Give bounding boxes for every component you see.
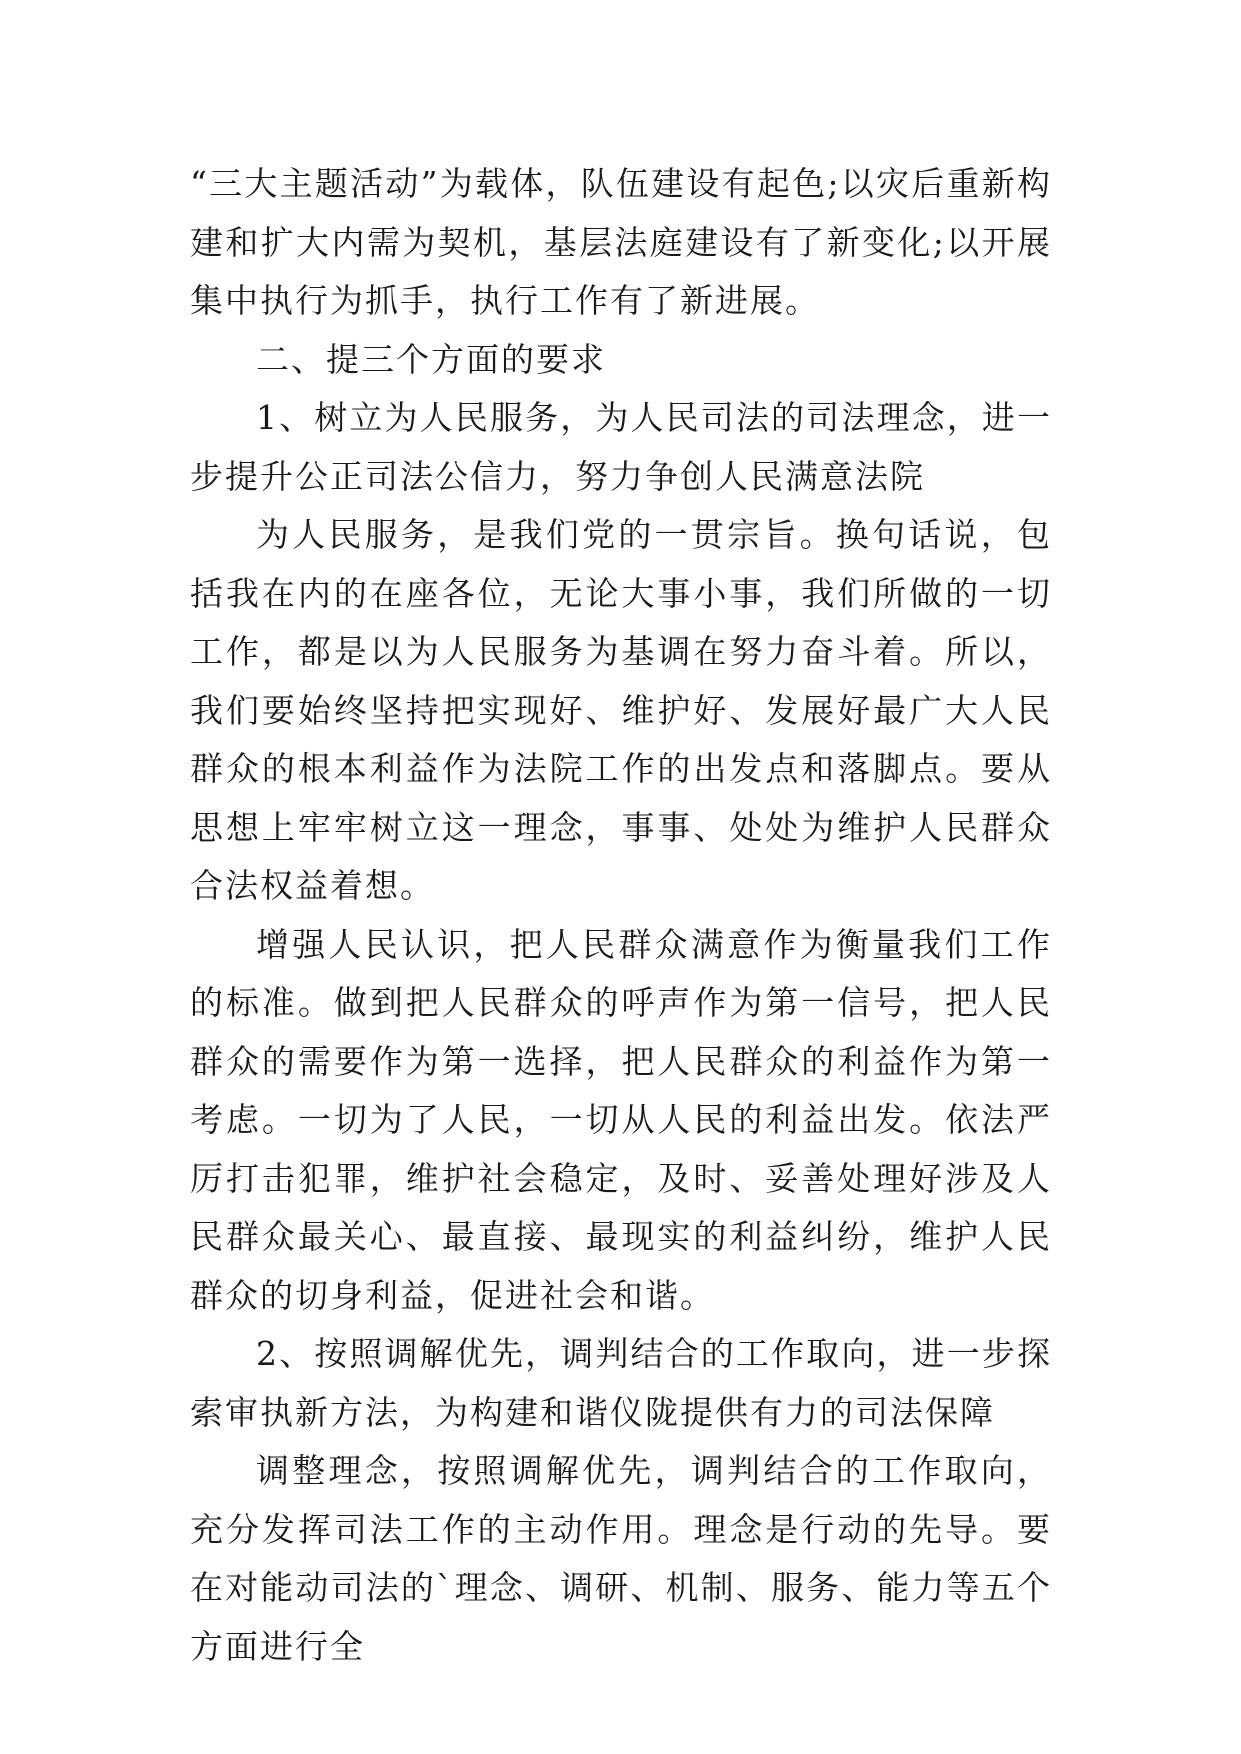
paragraph-continuation: “三大主题活动”为载体，队伍建设有起色;以灾后重新构建和扩大内需为契机，基层法庭建设有了新变化;以开展集中执行为抓手，执行工作有了新进展。	[190, 164, 1052, 320]
subheading-1: 1、树立为人民服务，为人民司法的司法理念，进一步提升公正司法公信力，努力争创人民满意法院	[190, 398, 1052, 496]
document-body	[190, 155, 1052, 1676]
paragraph-people-awareness: 增强人民认识，把人民群众满意作为衡量我们工作的标准。做到把人民群众的呼声作为第一信号，把人民群众的需要作为第一选择，把人民群众的利益作为第一考虑。一切为了人民，一切从人民的利益出发。依法严厉打击犯罪，维护社会稳定，及时、妥善处理好涉及人民群众最关心、最直接、最现实的利益纠纷，维护人民群众的切身利益，促进社会和谐。	[190, 924, 1052, 1315]
paragraph-serve-people: 为人民服务，是我们党的一贯宗旨。换句话说，包括我在内的在座各位，无论大事小事，我们所做的一切工作，都是以为人民服务为基调在努力奋斗着。所以，我们要始终坚持把实现好、维护好、发展好最广大人民群众的根本利益作为法院工作的出发点和落脚点。要从思想上牢牢树立这一理念，事事、处处为维护人民群众合法权益着想。	[190, 515, 1052, 905]
section-heading-requirements: 二、提三个方面的要求	[256, 339, 606, 379]
subheading-2: 2、按照调解优先，调判结合的工作取向，进一步探索审执新方法，为构建和谐仪陇提供有力的司法保障	[190, 1334, 1052, 1432]
paragraph-adjust-concept: 调整理念，按照调解优先，调判结合的工作取向，充分发挥司法工作的主动作用。理念是行动的先导。要在对能动司法的`理念、调研、机制、服务、能力等五个方面进行全	[190, 1451, 1052, 1666]
